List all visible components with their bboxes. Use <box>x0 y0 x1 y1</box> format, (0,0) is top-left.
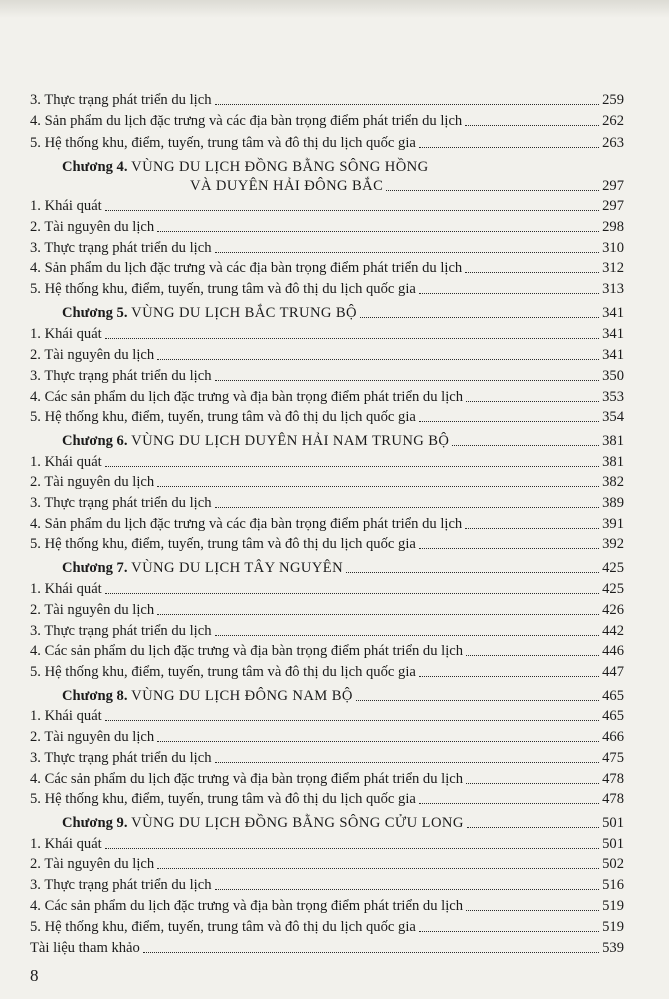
entry-title: 3. Thực trạng phát triển du lịch <box>30 368 212 384</box>
entry-title: 1. Khái quát <box>30 581 102 597</box>
entry-page-number: 389 <box>602 495 624 511</box>
entry-page-number: 442 <box>602 623 624 639</box>
dot-leader <box>157 485 599 487</box>
dot-leader <box>215 888 600 890</box>
entry-title: 4. Các sản phẩm du lịch đặc trưng và địa bàn trọng điểm phát triển du lịch <box>30 771 464 787</box>
entry-title: 5. Hệ thống khu, điểm, tuyến, trung tâm và đô thị du lịch quốc gia <box>30 664 416 680</box>
entry-page-number: 382 <box>602 474 624 490</box>
dot-leader <box>105 847 599 849</box>
dot-leader <box>346 571 599 573</box>
dot-leader <box>419 146 599 148</box>
toc-entry <box>30 452 624 472</box>
toc-entry <box>30 472 624 492</box>
entry-page-number: 478 <box>602 791 624 807</box>
entry-title: 3. Thực trạng phát triển du lịch <box>30 623 212 639</box>
entry-page-number: 539 <box>602 940 624 956</box>
dot-leader <box>465 124 599 126</box>
toc-entry <box>30 238 624 258</box>
dot-leader <box>215 251 600 253</box>
chapter-title: VÙNG DU LỊCH TÂY NGUYÊN <box>131 560 344 576</box>
toc-entry <box>30 854 624 874</box>
toc-entry <box>30 133 624 153</box>
entry-page-number: 426 <box>602 602 624 618</box>
dot-leader <box>419 420 599 422</box>
entry-title: 4. Các sản phẩm du lịch đặc trưng và địa bàn trọng điểm phát triển du lịch <box>30 389 464 405</box>
entry-page-number: 446 <box>602 643 624 659</box>
chapter-title: VÙNG DU LỊCH ĐỒNG BẰNG SÔNG HỒNG <box>131 159 429 175</box>
chapter-label: Chương 4. <box>62 159 128 175</box>
dot-leader <box>419 930 599 932</box>
toc-entry <box>30 875 624 895</box>
entry-page-number: 298 <box>602 219 624 235</box>
entry-page-number: 310 <box>602 240 624 256</box>
entry-title: 4. Sản phẩm du lịch đặc trưng và các địa bàn trọng điểm phát triển du lịch <box>30 516 463 532</box>
entry-page-number: 381 <box>602 454 624 470</box>
entry-title: 4. Các sản phẩm du lịch đặc trưng và địa bàn trọng điểm phát triển du lịch <box>30 898 464 914</box>
dot-leader <box>105 719 599 721</box>
dot-leader <box>143 951 599 953</box>
entry-title: 1. Khái quát <box>30 198 102 214</box>
toc-chapter-entry <box>62 558 624 578</box>
entry-title: 5. Hệ thống khu, điểm, tuyến, trung tâm và đô thị du lịch quốc gia <box>30 919 416 935</box>
page-number: 8 <box>30 966 39 985</box>
entry-page-number: 447 <box>602 664 624 680</box>
chapter-label: Chương 5. <box>62 305 128 321</box>
entry-page-number: 297 <box>602 198 624 214</box>
toc-entry <box>30 917 624 937</box>
entry-title: 2. Tài nguyên du lịch <box>30 602 155 618</box>
entry-page-number: 297 <box>602 178 624 194</box>
toc-entry <box>30 258 624 278</box>
entry-page-number: 391 <box>602 516 624 532</box>
entry-page-number: 341 <box>602 305 624 321</box>
entry-page-number: 425 <box>602 560 624 576</box>
chapter-title: VÙNG DU LỊCH BẮC TRUNG BỘ <box>131 305 357 321</box>
entry-title: 5. Hệ thống khu, điểm, tuyến, trung tâm và đô thị du lịch quốc gia <box>30 281 416 297</box>
toc-entry <box>30 834 624 854</box>
toc-entry <box>30 621 624 641</box>
toc-entry <box>30 387 624 407</box>
entry-title: Tài liệu tham khảo <box>30 940 140 956</box>
entry-title: 5. Hệ thống khu, điểm, tuyến, trung tâm và đô thị du lịch quốc gia <box>30 536 416 552</box>
chapter-label: Chương 8. <box>62 688 128 704</box>
dot-leader <box>465 271 599 273</box>
dot-leader <box>419 292 599 294</box>
entry-page-number: 519 <box>602 898 624 914</box>
entry-title: 1. Khái quát <box>30 326 102 342</box>
entry-title: 2. Tài nguyên du lịch <box>30 219 155 235</box>
entry-page-number: 262 <box>602 113 624 129</box>
toc-entry <box>30 641 624 661</box>
chapter-title: VÙNG DU LỊCH ĐÔNG NAM BỘ <box>131 688 353 704</box>
toc-entry <box>30 407 624 427</box>
toc-entry <box>30 324 624 344</box>
toc-entry <box>30 769 624 789</box>
dot-leader <box>467 826 599 828</box>
dot-leader <box>105 209 599 211</box>
toc-entry <box>30 748 624 768</box>
toc-entry <box>30 493 624 513</box>
entry-title: 4. Các sản phẩm du lịch đặc trưng và địa bàn trọng điểm phát triển du lịch <box>30 643 464 659</box>
dot-leader <box>215 379 600 381</box>
toc-entry <box>30 111 624 131</box>
dot-leader <box>386 189 599 191</box>
entry-page-number: 263 <box>602 135 624 151</box>
entry-page-number: 465 <box>602 708 624 724</box>
dot-leader <box>215 506 600 508</box>
entry-title: 1. Khái quát <box>30 836 102 852</box>
dot-leader <box>157 230 599 232</box>
entry-page-number: 341 <box>602 347 624 363</box>
toc-chapter-title-continued <box>62 176 624 196</box>
entry-title: 4. Sản phẩm du lịch đặc trưng và các địa bàn trọng điểm phát triển du lịch <box>30 260 463 276</box>
entry-page-number: 502 <box>602 856 624 872</box>
dot-leader <box>157 867 599 869</box>
entry-title: 2. Tài nguyên du lịch <box>30 347 155 363</box>
chapter-title: VÙNG DU LỊCH DUYÊN HẢI NAM TRUNG BỘ <box>131 433 450 449</box>
toc-entry <box>30 662 624 682</box>
dot-leader <box>466 909 599 911</box>
entry-page-number: 350 <box>602 368 624 384</box>
toc-entry <box>30 90 624 110</box>
entry-page-number: 501 <box>602 836 624 852</box>
toc-entry <box>30 217 624 237</box>
toc-entry <box>30 896 624 916</box>
entry-title: 3. Thực trạng phát triển du lịch <box>30 240 212 256</box>
entry-title: 1. Khái quát <box>30 454 102 470</box>
dot-leader <box>466 654 599 656</box>
chapter-label: Chương 9. <box>62 815 128 831</box>
entry-page-number: 313 <box>602 281 624 297</box>
toc-entry <box>30 534 624 554</box>
dot-leader <box>466 400 599 402</box>
entry-page-number: 381 <box>602 433 624 449</box>
toc-entry <box>30 938 624 958</box>
entry-title: 5. Hệ thống khu, điểm, tuyến, trung tâm và đô thị du lịch quốc gia <box>30 791 416 807</box>
dot-leader <box>419 802 599 804</box>
toc-entry <box>30 366 624 386</box>
toc-entry <box>30 706 624 726</box>
dot-leader <box>466 782 599 784</box>
entry-page-number: 478 <box>602 771 624 787</box>
entry-page-number: 312 <box>602 260 624 276</box>
entry-page-number: 519 <box>602 919 624 935</box>
dot-leader <box>157 613 599 615</box>
dot-leader <box>215 761 600 763</box>
toc-entry <box>30 279 624 299</box>
chapter-label: Chương 7. <box>62 560 128 576</box>
dot-leader <box>215 103 600 105</box>
entry-title: 5. Hệ thống khu, điểm, tuyến, trung tâm và đô thị du lịch quốc gia <box>30 135 416 151</box>
dot-leader <box>215 634 600 636</box>
dot-leader <box>419 547 599 549</box>
entry-title: 2. Tài nguyên du lịch <box>30 729 155 745</box>
toc-entry <box>30 789 624 809</box>
entry-title: 3. Thực trạng phát triển du lịch <box>30 750 212 766</box>
dot-leader <box>157 358 599 360</box>
toc-entry <box>30 345 624 365</box>
entry-page-number: 392 <box>602 536 624 552</box>
entry-page-number: 475 <box>602 750 624 766</box>
entry-page-number: 353 <box>602 389 624 405</box>
dot-leader <box>157 740 599 742</box>
entry-title: 4. Sản phẩm du lịch đặc trưng và các địa bàn trọng điểm phát triển du lịch <box>30 113 463 129</box>
entry-page-number: 259 <box>602 92 624 108</box>
entry-title: 3. Thực trạng phát triển du lịch <box>30 495 212 511</box>
entry-title: 2. Tài nguyên du lịch <box>30 856 155 872</box>
toc-chapter-entry <box>62 686 624 706</box>
entry-page-number: 465 <box>602 688 624 704</box>
chapter-title: VÙNG DU LỊCH ĐỒNG BẰNG SÔNG CỬU LONG <box>131 815 464 831</box>
dot-leader <box>105 592 599 594</box>
toc-chapter-entry <box>62 303 624 323</box>
toc-chapter-entry <box>62 813 624 833</box>
entry-page-number: 516 <box>602 877 624 893</box>
dot-leader <box>105 337 599 339</box>
entry-title: 2. Tài nguyên du lịch <box>30 474 155 490</box>
entry-title: 5. Hệ thống khu, điểm, tuyến, trung tâm và đô thị du lịch quốc gia <box>30 409 416 425</box>
toc-entry <box>30 579 624 599</box>
dot-leader <box>356 699 599 701</box>
entry-page-number: 341 <box>602 326 624 342</box>
toc-entry <box>30 727 624 747</box>
dot-leader <box>452 444 599 446</box>
entry-page-number: 354 <box>602 409 624 425</box>
entry-title: 3. Thực trạng phát triển du lịch <box>30 92 212 108</box>
entry-page-number: 425 <box>602 581 624 597</box>
toc-entry <box>30 514 624 534</box>
toc-entry <box>30 600 624 620</box>
entry-page-number: 501 <box>602 815 624 831</box>
dot-leader <box>465 527 599 529</box>
dot-leader <box>419 675 599 677</box>
entry-title: VÀ DUYÊN HẢI ĐÔNG BẮC <box>190 178 384 194</box>
dot-leader <box>360 316 599 318</box>
toc-chapter-entry <box>62 431 624 451</box>
entry-title: 1. Khái quát <box>30 708 102 724</box>
toc-entry <box>30 196 624 216</box>
chapter-label: Chương 6. <box>62 433 128 449</box>
toc-chapter-entry <box>62 157 429 177</box>
entry-page-number: 466 <box>602 729 624 745</box>
entry-title: 3. Thực trạng phát triển du lịch <box>30 877 212 893</box>
dot-leader <box>105 465 599 467</box>
